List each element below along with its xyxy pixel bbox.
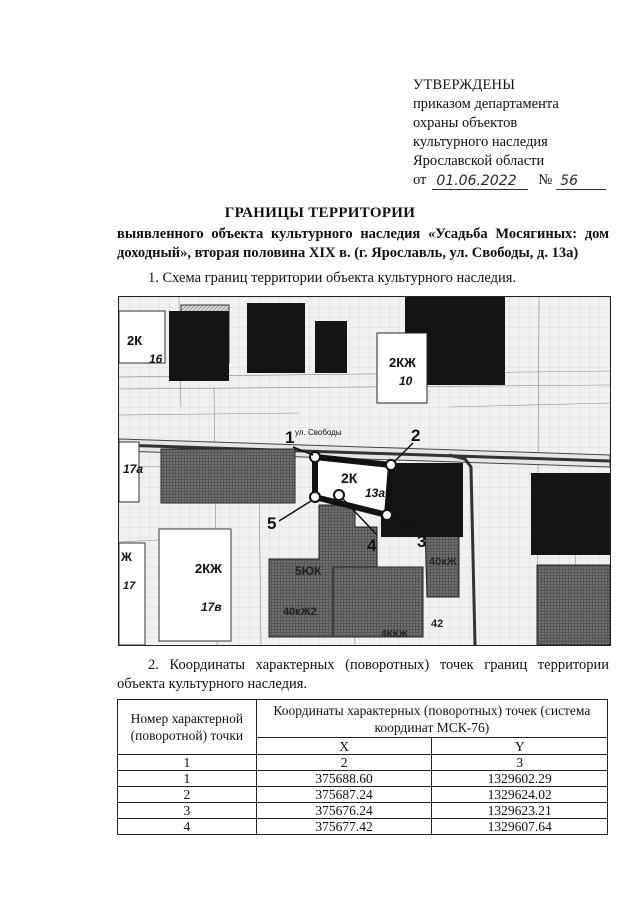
label-b4-number: 17в: [201, 600, 222, 614]
cell-x: 375677.42: [256, 819, 432, 835]
header-point-number: Номер характерной (поворотной) точки: [118, 700, 257, 755]
table-numbering-row: [118, 755, 608, 771]
boundary-point-marker-2: [386, 460, 396, 470]
point-number-4: 4: [367, 536, 377, 555]
building-dense-left: [161, 449, 295, 503]
label-object-number: 13а: [365, 486, 386, 500]
section-2-heading: [117, 656, 609, 694]
point-number-1: 1: [285, 428, 295, 447]
approval-line-order: приказом департамента: [413, 96, 559, 112]
label-b1-number: 16: [149, 352, 163, 366]
label-b6-number: 17: [123, 580, 136, 592]
label-b4: 2КЖ: [195, 561, 222, 576]
section-2-text: 2. Координаты характерных (поворотных) точек границ территории объекта культурного наследия.: [117, 657, 609, 692]
boundary-point-marker-3: [382, 510, 392, 520]
table-row: [118, 787, 608, 803]
approval-line-department: охраны объектов: [413, 115, 518, 131]
handwritten-date: 01.06.2022: [432, 174, 528, 190]
label-b2: 2КЖ: [389, 355, 416, 370]
header-y: Y: [432, 738, 608, 755]
document-title: ГРАНИЦЫ ТЕРРИТОРИИ: [224, 205, 416, 221]
approval-block: [413, 76, 606, 190]
section-1-heading: 1. Схема границ территории объекта культурного наследия.: [148, 270, 517, 286]
label-b2-number: 10: [399, 374, 413, 388]
cell-y: 1329624.02: [432, 787, 608, 803]
document-subtitle: выявленного объекта культурного наследия «Усадьба Мосягиных: дом доходный», вторая половина XIX в. (г. Ярославль, ул. Свободы, д. 13а): [117, 226, 609, 261]
label-street: ул. Свободы: [295, 428, 342, 437]
label-b9: 40кЖ2: [283, 606, 317, 618]
table-header-row: [118, 700, 608, 738]
number-label: №: [538, 172, 553, 188]
boundary-point-marker-4: [334, 490, 344, 500]
approval-line-region: Ярославской области: [413, 153, 545, 169]
label-b1: 2К: [127, 333, 143, 348]
label-object: 2К: [341, 470, 358, 486]
approval-date-line: [413, 171, 606, 190]
header-coordinates: Координаты характерных (поворотных) точек (система координат МСК-76): [256, 700, 607, 738]
handwritten-number: 56: [556, 174, 606, 190]
point-number-3: 3: [417, 532, 427, 551]
numbering-cell: 3: [432, 755, 608, 771]
building-dense-far-right: [537, 565, 610, 645]
cell-point: 1: [118, 771, 257, 787]
boundary-point-marker-5: [310, 492, 320, 502]
boundary-scheme-map: [118, 296, 611, 646]
building-black-3: [315, 321, 347, 373]
cell-point: 2: [118, 787, 257, 803]
cell-point: 4: [118, 819, 257, 835]
map-drawing: [119, 297, 610, 645]
table-row: [118, 771, 608, 787]
header-x: X: [256, 738, 432, 755]
numbering-cell: 2: [256, 755, 432, 771]
numbering-cell: 1: [118, 755, 257, 771]
building-white-lower: [159, 529, 231, 641]
label-b10: 4ККЖ: [381, 629, 408, 640]
label-b6: Ж: [121, 550, 132, 564]
building-black-6: [531, 473, 610, 555]
cell-y: 1329607.64: [432, 819, 608, 835]
cell-x: 375688.60: [256, 771, 432, 787]
building-dense-lower-2: [333, 567, 423, 637]
approval-heading: УТВЕРЖДЕНЫ: [413, 77, 516, 93]
building-black-2: [247, 303, 305, 373]
label-b8: 40кЖ: [429, 556, 457, 568]
cell-point: 3: [118, 803, 257, 819]
approval-line-heritage: культурного наследия: [413, 134, 548, 150]
label-b11: 42: [431, 618, 444, 630]
cell-x: 375687.24: [256, 787, 432, 803]
from-label: от: [413, 172, 427, 188]
point-number-2: 2: [411, 426, 421, 445]
point-number-5: 5: [267, 514, 277, 533]
cell-x: 375676.24: [256, 803, 432, 819]
boundary-point-marker-1: [310, 452, 320, 462]
table-row: [118, 803, 608, 819]
cell-y: 1329623.21: [432, 803, 608, 819]
coordinates-table: [117, 699, 608, 835]
building-black-1: [169, 311, 229, 381]
cell-y: 1329602.29: [432, 771, 608, 787]
table-row: [118, 819, 608, 835]
label-b5: 17а: [123, 462, 144, 476]
label-b7: 5ЮК: [295, 564, 322, 578]
building-black-5: [381, 463, 463, 537]
